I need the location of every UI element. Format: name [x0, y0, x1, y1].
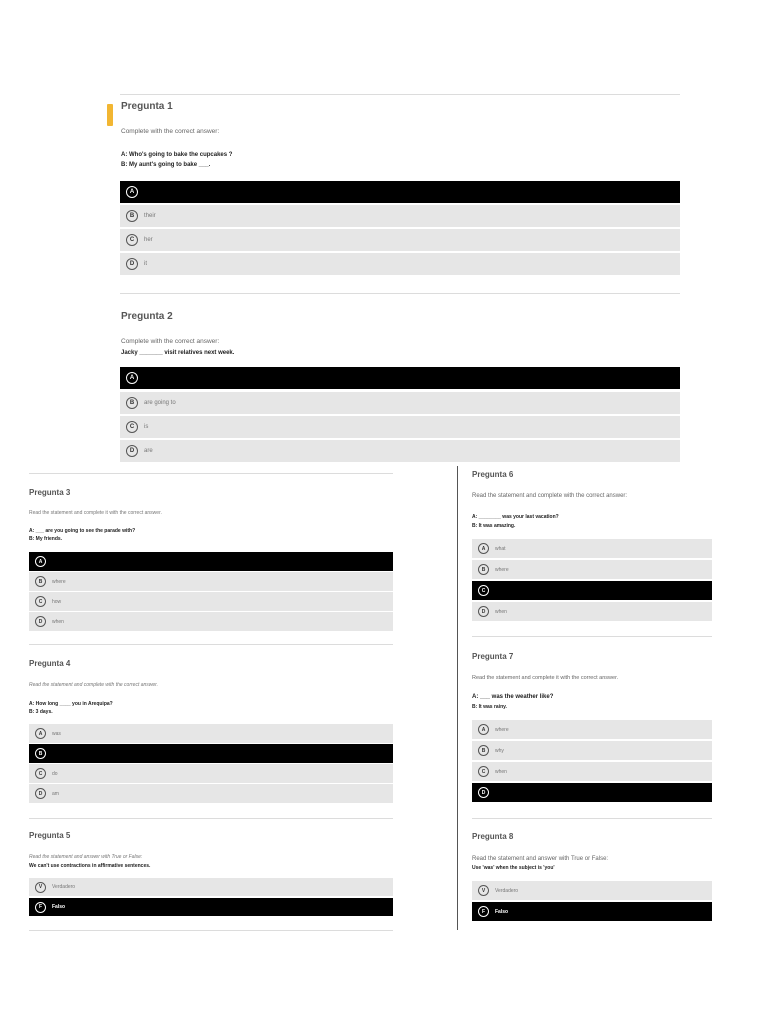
divider-q1-q2: [120, 293, 680, 294]
option-d[interactable]: [120, 253, 680, 275]
question-instruction: Read the statement and complete with the correct answer:: [472, 493, 628, 499]
option-text: Falso: [52, 904, 66, 910]
divider-top: [120, 94, 680, 95]
option-text: why: [495, 747, 504, 754]
option-letter-badge: D: [35, 788, 46, 799]
option-text: is: [144, 424, 149, 430]
option-letter-badge: A: [35, 556, 46, 567]
option-text: am: [52, 790, 59, 797]
question-title: Pregunta 8: [472, 832, 514, 841]
question-line-a: A: How long ____ you in Arequipa?: [29, 701, 113, 707]
option-d[interactable]: [472, 783, 712, 802]
question-line-a: A: Who's going to bake the cupcakes ?: [121, 152, 233, 158]
option-b[interactable]: [29, 744, 393, 763]
option-letter-badge: B: [478, 745, 489, 756]
question-line-a: A: ________ was your last vacation?: [472, 514, 559, 520]
option-text: was: [52, 730, 61, 737]
option-true[interactable]: [29, 878, 393, 896]
option-d[interactable]: [472, 602, 712, 621]
option-letter-badge: V: [35, 882, 46, 893]
option-letter-badge: B: [478, 564, 489, 575]
option-letter-badge: A: [478, 543, 489, 554]
option-text: when: [52, 618, 64, 625]
option-letter-badge: B: [35, 576, 46, 587]
question-title: Pregunta 6: [472, 470, 514, 479]
option-c[interactable]: [472, 762, 712, 781]
option-letter-badge: F: [35, 902, 46, 913]
option-a[interactable]: [472, 539, 712, 558]
question-line-b: B: It was rainy.: [472, 704, 507, 710]
question-instruction: Read the statement and complete it with the correct answer.: [29, 510, 162, 516]
option-letter-badge: D: [126, 445, 138, 457]
column-separator: [457, 466, 458, 930]
option-text: when: [495, 608, 507, 615]
question-line-b: B: 3 days.: [29, 709, 53, 715]
option-c[interactable]: [29, 592, 393, 611]
option-letter-badge: A: [478, 724, 489, 735]
option-b[interactable]: [120, 205, 680, 227]
option-letter-badge: D: [478, 606, 489, 617]
option-letter-badge: V: [478, 885, 489, 896]
question-flag-marker: [107, 104, 113, 126]
question-statement: Use 'was' when the subject is 'you': [472, 865, 555, 871]
option-letter-badge: A: [35, 728, 46, 739]
option-text: where: [52, 578, 66, 585]
question-instruction: Read the statement and complete with the correct answer.: [29, 682, 159, 688]
option-a[interactable]: [29, 724, 393, 743]
question-title: Pregunta 7: [472, 652, 514, 661]
option-letter-badge: A: [126, 186, 138, 198]
option-text: Verdadero: [495, 887, 519, 894]
option-d[interactable]: [29, 784, 393, 803]
option-letter-badge: D: [126, 258, 138, 270]
question-instruction: Read the statement and answer with True or False:: [29, 854, 143, 860]
option-a[interactable]: [472, 720, 712, 739]
option-text: their: [144, 213, 156, 219]
option-d[interactable]: [29, 612, 393, 631]
option-letter-badge: D: [35, 616, 46, 627]
option-text: are: [144, 448, 153, 454]
question-line-b: B: My aunt's going to bake ___.: [121, 162, 211, 168]
option-a[interactable]: [120, 367, 680, 389]
option-text: Falso: [495, 908, 509, 915]
question-instruction: Read the statement and complete it with the correct answer.: [472, 675, 619, 681]
divider-q6-q7: [472, 636, 712, 637]
option-b[interactable]: [29, 572, 393, 591]
option-letter-badge: C: [478, 585, 489, 596]
question-title: Pregunta 4: [29, 659, 71, 668]
option-letter-badge: B: [126, 397, 138, 409]
option-a[interactable]: [120, 181, 680, 203]
option-letter-badge: C: [35, 596, 46, 607]
option-text: are going to: [144, 400, 176, 406]
option-text: how: [52, 598, 62, 605]
question-line-a: A: ___ was the weather like?: [472, 694, 554, 700]
question-statement: We can't use contractions in affirmative sentences.: [29, 863, 151, 869]
option-letter-badge: C: [126, 234, 138, 246]
option-true[interactable]: [472, 881, 712, 900]
option-text: where: [495, 726, 509, 733]
option-b[interactable]: [120, 392, 680, 414]
option-text: what: [495, 545, 506, 552]
option-letter-badge: F: [478, 906, 489, 917]
question-line-b: B: It was amazing.: [472, 523, 516, 529]
question-instruction: Complete with the correct answer:: [121, 338, 220, 345]
option-letter-badge: B: [35, 748, 46, 759]
option-letter-badge: B: [126, 210, 138, 222]
option-text: her: [144, 237, 153, 243]
divider-q2-q3: [29, 473, 393, 474]
question-line-a: A: ___ are you going to see the parade with?: [29, 528, 136, 534]
question-title: Pregunta 1: [121, 101, 173, 112]
option-c[interactable]: [120, 416, 680, 438]
divider-q4-q5: [29, 818, 393, 819]
option-b[interactable]: [472, 560, 712, 579]
option-letter-badge: C: [35, 768, 46, 779]
question-line-b: B: My friends.: [29, 536, 63, 542]
option-a[interactable]: [29, 552, 393, 571]
option-b[interactable]: [472, 741, 712, 760]
option-text: when: [495, 768, 507, 775]
option-text: where: [495, 566, 509, 573]
option-false[interactable]: [472, 902, 712, 921]
question-title: Pregunta 3: [29, 488, 71, 497]
divider-bottom-left: [29, 930, 393, 931]
option-letter-badge: C: [126, 421, 138, 433]
option-text: do: [52, 770, 58, 777]
option-letter-badge: A: [126, 372, 138, 384]
option-c[interactable]: [472, 581, 712, 600]
divider-q3-q4: [29, 644, 393, 645]
option-letter-badge: D: [478, 787, 489, 798]
question-title: Pregunta 2: [121, 311, 173, 322]
option-text: it: [144, 261, 147, 267]
question-line-a: Jacky _______ visit relatives next week.: [121, 350, 235, 356]
option-text: Verdadero: [52, 884, 76, 890]
option-d[interactable]: [120, 440, 680, 462]
question-instruction: Complete with the correct answer:: [121, 128, 220, 135]
option-c[interactable]: [29, 764, 393, 783]
divider-q7-q8: [472, 818, 712, 819]
question-instruction: Read the statement and answer with True or False:: [472, 856, 609, 862]
question-title: Pregunta 5: [29, 831, 71, 840]
option-c[interactable]: [120, 229, 680, 251]
option-false[interactable]: [29, 898, 393, 916]
option-letter-badge: C: [478, 766, 489, 777]
